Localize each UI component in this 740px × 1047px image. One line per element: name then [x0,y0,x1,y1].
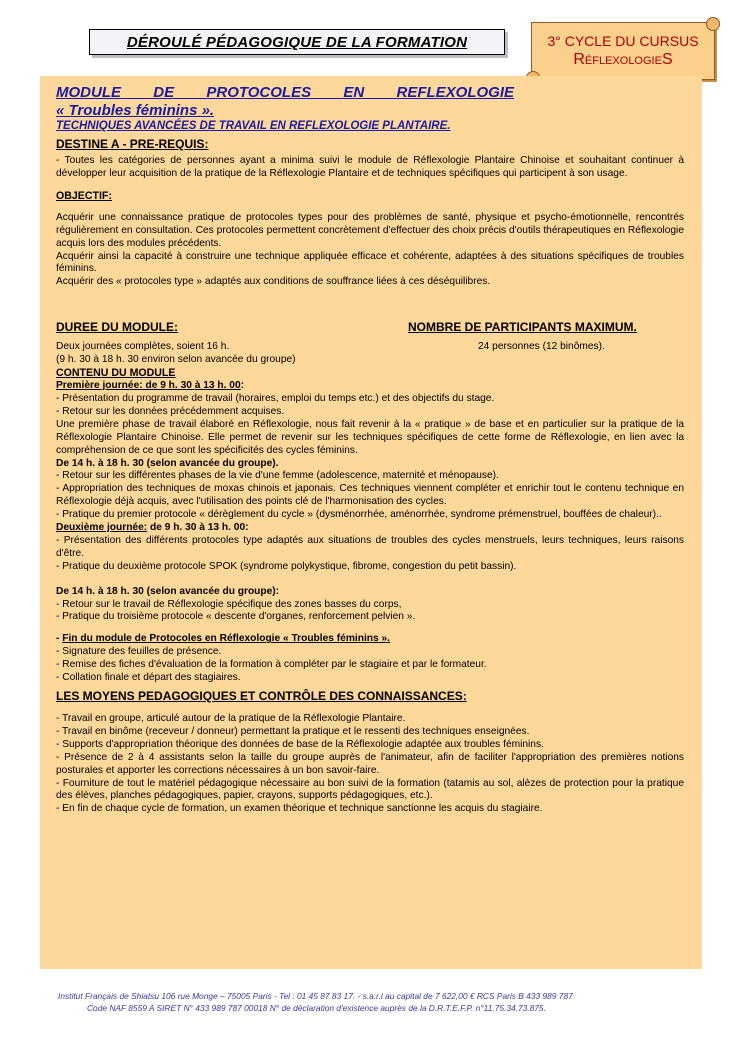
means-line-3: - Supports d'appropriation théorique des données de base de la Réflexologie adaptée aux troubles féminins. [56,738,544,750]
day1-label: Première journée: [56,380,143,392]
participants-heading: NOMBRE DE PARTICIPANTS MAXIMUM. [408,320,637,335]
day2-afternoon-heading: De 14 h. à 18 h. 30 (selon avancée du groupe): [56,585,280,597]
day2-line-2: - Pratique du deuxième protocole SPOK (syndrome polykystique, fibrome, congestion du petit bassin). [56,560,517,572]
footer-line-1: Institut Français de Shiatsu 106 rue Monge – 75005 Paris - Tel : 01 45 87 83 17. - s.a.r.l au capital de 7 622,00 € RCS Paris B 433 989 787 [58,991,573,1001]
day1-morning-heading [56,380,684,393]
cycle-scroll-banner [531,22,715,80]
day2-label: Deuxième journée: [56,522,148,534]
means-line-4: - Présence de 2 à 4 assistants selon la taille du groupe auprès de l'animateur, afin de faciliter l'appropriation des premières notions posturales et apporter les corrections nécessaires à un bon savoir-faire. [56,751,684,776]
day1-line-5: - Appropriation des techniques de moxas chinois et japonais. Ces techniques viennent compléter et enrichir tout le contenu technique en Réflexologie déjà acquis, avec l'utilisation des points clé de l'harmonisation des cycles. [56,483,684,508]
scroll-curl-top [706,17,720,31]
means-line-1: - Travail en groupe, articulé autour de la pratique de la Réflexologie Plantaire. [56,713,406,724]
footer-line-2: Code NAF 8559 A SIRET N° 433 989 787 00018 N° de déclaration d'existence auprès de la D.R.T.E.F.P. n°11.75.34.73.875. [87,1003,546,1013]
end-line-3: - Collation finale et départ des stagiaires. [56,672,241,684]
duration-text-1: Deux journées complètes, soient 16 h. [56,341,230,353]
duration-text-2: (9 h. 30 à 18 h. 30 environ selon avancée du groupe) [56,354,296,366]
day2-line-4: - Pratique du troisième protocole « descente d'organes, renforcement pelvien ». [56,611,416,623]
objective-paragraph-2: Acquérir ainsi la capacité à construire une technique appliquée efficace et cohérente, adaptées à des situations spécifiques de troubles féminins. [56,250,684,275]
content-panel [40,76,702,969]
day2-line-3: - Retour sur le travail de Réflexologie spécifique des zones basses du corps, [56,598,402,610]
means-line-6: - En fin de chaque cycle de formation, un examen théorique et technique sanctionne les acquis du stagiaire. [56,803,543,815]
day1-line-1: - Présentation du programme de travail (horaires, emploi du temps etc.) et des objectifs du stage. [56,392,495,404]
prerequisites-text: - Toutes les catégories de personnes ayant a minima suivi le module de Réflexologie Plantaire Chinoise et souhaitant continuer à développer leur acquisition de la pratique de la Réflexologie Plantaire et de techniques spécifiques qui participent à son usage. [56,155,684,179]
content-body [56,84,684,816]
module-title: MODULE DE PROTOCOLES EN REFLEXOLOGIE [56,84,514,101]
day1-colon: : [240,380,245,392]
objective-paragraph-3: Acquérir des « protocoles type » adaptés aux conditions de souffrance liées à ces déséquilibres. [56,276,491,288]
end-line-2: - Remise des fiches d'évaluation de la formation à compléter par le stagiaire et par le formateur. [56,659,487,671]
duration-row [56,319,684,335]
cycle-label: 3° CYCLE DU CURSUS [547,33,699,49]
end-prefix: - [56,633,63,645]
module-title-topic: « Troubles féminins ». [56,102,215,119]
day2-morning-heading [56,522,684,535]
day1-line-3: Une première phase de travail élaboré en Réflexologie, nous fait revenir à la « pratique » de base et en particulier sur la pratique de la Réflexologie Plantaire Chinoise. Elle permet de revenir sur les techniques spécifiques de cette forme de Réflexologie, en lien avec la compréhension de ce que sont les spécificités des cycles féminins. [56,418,684,456]
day1-line-6: - Pratique du premier protocole « dérèglement du cycle » (dysménorrhée, aménorrhée, syndrome prémenstruel, bouffées de chaleur).. [56,509,662,521]
duration-heading: DUREE DU MODULE: [56,320,178,335]
objective-paragraph-1: Acquérir une connaissance pratique de protocoles types pour des problèmes de santé, physique et psycho-émotionnelle, rencontrés régulièrement en consultation. Ces protocoles permettent concrètement d'effectuer des choix précis d'outils thérapeutiques en Réflexologie acquis lors des modules précédents. [56,211,684,249]
day1-line-4: - Retour sur les différentes phases de la vie d'une femme (adolescence, maternité et ménopause). [56,470,499,482]
participants-text: 24 personnes (12 binômes). [478,341,605,353]
page-header-title: DÉROULÉ PÉDAGOGIQUE DE LA FORMATION [89,29,505,55]
content-heading: CONTENU DU MODULE [56,367,176,380]
means-line-5: - Fourniture de tout le matériel pédagogique nécessaire au bon suivi de la formation (tatamis au sol, alèzes de protection pour la pratique des élèves, planches pédagogiques, papier, crayons, supports pédagogiques, etc.). [56,777,684,802]
day2-time: de 9 h. 30 à 13 h. 00: [147,522,249,534]
end-of-module-heading [56,633,684,646]
module-subtitle: TECHNIQUES AVANCÉES DE TRAVAIL EN REFLEXOLOGIE PLANTAIRE. [56,120,451,132]
means-line-2: - Travail en binôme (receveur / donneur) permettant la pratique et le ressenti des techniques enseignées. [56,725,530,737]
end-title: Fin du module de Protocoles en Réflexologie « Troubles féminins ». [62,633,390,645]
day1-time: de 9 h. 30 à 13 h. 00 [142,380,241,392]
end-line-1: - Signature des feuilles de présence. [56,646,222,658]
prerequisites-heading: DESTINE A - PRE-REQUIS: [56,137,209,151]
day2-line-1: - Présentation des différents protocoles type adaptés aux situations de troubles des cycles menstruels, leurs techniques, leurs raisons d'être. [56,534,684,559]
day1-line-2: - Retour sur les données précédemment acquises. [56,405,285,417]
day1-afternoon-heading: De 14 h. à 18 h. 30 (selon avancée du groupe). [56,457,279,469]
objective-heading: OBJECTIF: [56,189,112,202]
duration-details-row [56,341,684,367]
cycle-name: RéflexologieS [573,51,673,68]
means-heading: LES MOYENS PEDAGOGIQUES ET CONTRÔLE DES CONNAISSANCES: [56,689,467,703]
